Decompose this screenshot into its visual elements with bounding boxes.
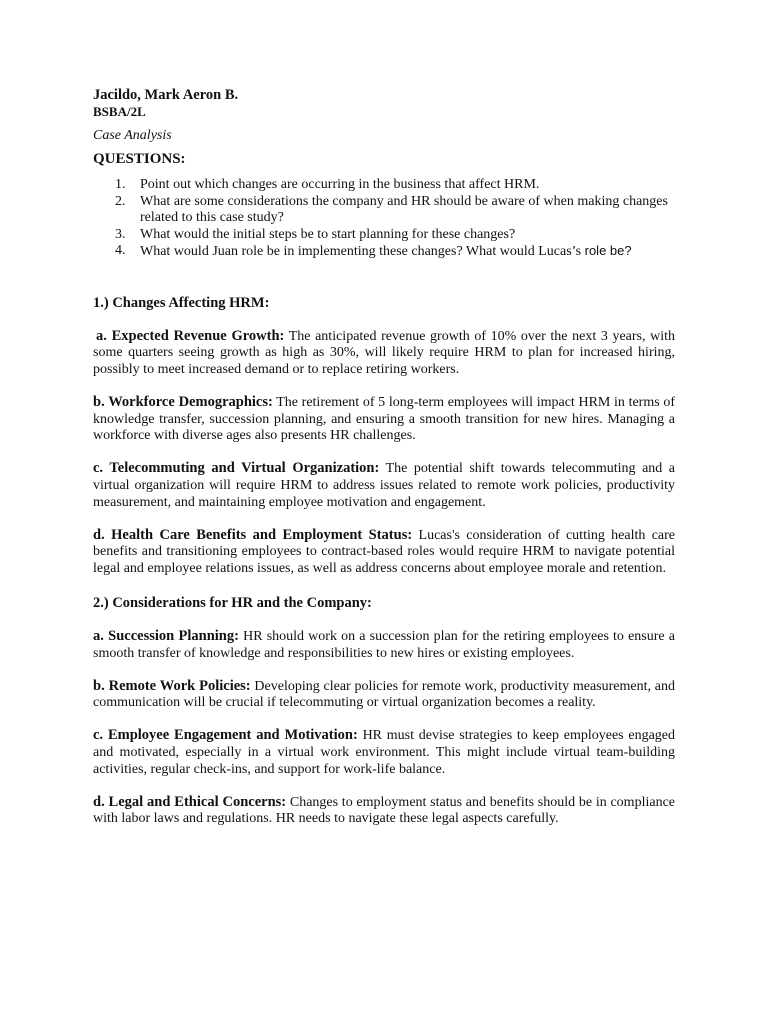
question-number: 4. [115,243,126,258]
analysis-paragraph [93,727,675,778]
analysis-paragraph [93,527,675,578]
document-page [93,86,675,828]
author-name: Jacildo, Mark Aeron B. [93,87,239,103]
section-heading: 2.) Considerations for HR and the Company: [93,595,372,612]
analysis-paragraph [93,678,675,713]
analysis-paragraph [93,460,675,511]
analysis-paragraph [93,794,675,829]
analysis-paragraph [93,628,675,663]
analysis-paragraph [93,328,675,379]
section-heading: 1.) Changes Affecting HRM: [93,294,270,311]
question-text: Point out which changes are occurring in the business that affect HRM. [140,177,540,192]
question-list [93,177,675,261]
paragraph-body: Changes to employment status and benefits should be in compliance with labor laws and regulations. HR needs to navigate these legal aspects carefully. [93,794,675,827]
paragraph-lead: c. Employee Engagement and Motivation: [93,727,358,744]
question-item [93,227,675,244]
question-item [93,194,675,227]
paragraph-lead: c. Telecommuting and Virtual Organization: [93,460,380,477]
questions-heading: QUESTIONS: [93,151,186,167]
paragraph-lead: a. Succession Planning: [93,628,239,645]
paragraph-lead: b. Workforce Demographics: [93,393,273,410]
paragraph-body: The retirement of 5 long-term employees will impact HRM in terms of knowledge transfer, succession planning, and ensuring a smooth transition for new hires. Managing a workforce with diverse ages also presents HR challenges. [93,394,675,444]
paragraph-body: The potential shift towards telecommuting and a virtual organization will require HRM to address issues related to remote work policies, productivity measurement, and maintaining employee motivation and engagement. [93,461,675,510]
question-item [93,177,675,194]
question-item [93,243,675,261]
paragraph-body: The anticipated revenue growth of 10% over the next 3 years, with some quarters seeing growth as high as 30%, will likely require HRM to plan for increased hiring, possibly to meet increased demand or to replace retiring workers. [93,328,675,378]
question-text: What are some considerations the company and HR should be aware of when making changes related to this case study? [140,193,668,225]
question-text: What would Juan role be in implementing these changes? What would Lucas’s [140,244,582,259]
paragraph-body: HR should work on a succession plan for the retiring employees to ensure a smooth transfer of knowledge and responsibilities to new hires or existing employees. [93,629,675,661]
author-class: BSBA/2L [93,104,146,119]
paragraph-lead: b. Remote Work Policies: [93,677,251,694]
question-text: What would the initial steps be to start planning for these changes? [140,226,516,242]
paragraph-lead: d. Health Care Benefits and Employment Status: [93,526,413,543]
paragraph-body: Lucas's consideration of cutting health care benefits and transitioning employees to contract-based roles would require HRM to navigate potential legal and employee relations issues, as well as address concerns about employee morale and retention. [93,527,676,577]
paragraph-body: Developing clear policies for remote work, productivity measurement, and communication will be crucial if telecommuting or virtual organization becomes a reality. [93,678,675,711]
question-number: 1. [115,177,126,192]
document-type: Case Analysis [93,128,172,143]
paragraph-lead: d. Legal and Ethical Concerns: [93,793,287,810]
question-text-tail: role be? [581,243,632,258]
question-number: 3. [115,226,126,242]
question-number: 2. [115,193,126,209]
analysis-paragraph [93,394,675,445]
paragraph-lead: a. Expected Revenue Growth: [96,327,285,344]
paragraph-body: HR must devise strategies to keep employees engaged and motivated, especially in a virtual work environment. This might include virtual team-building activities, regular check-ins, and support for work-life balance. [93,728,676,777]
